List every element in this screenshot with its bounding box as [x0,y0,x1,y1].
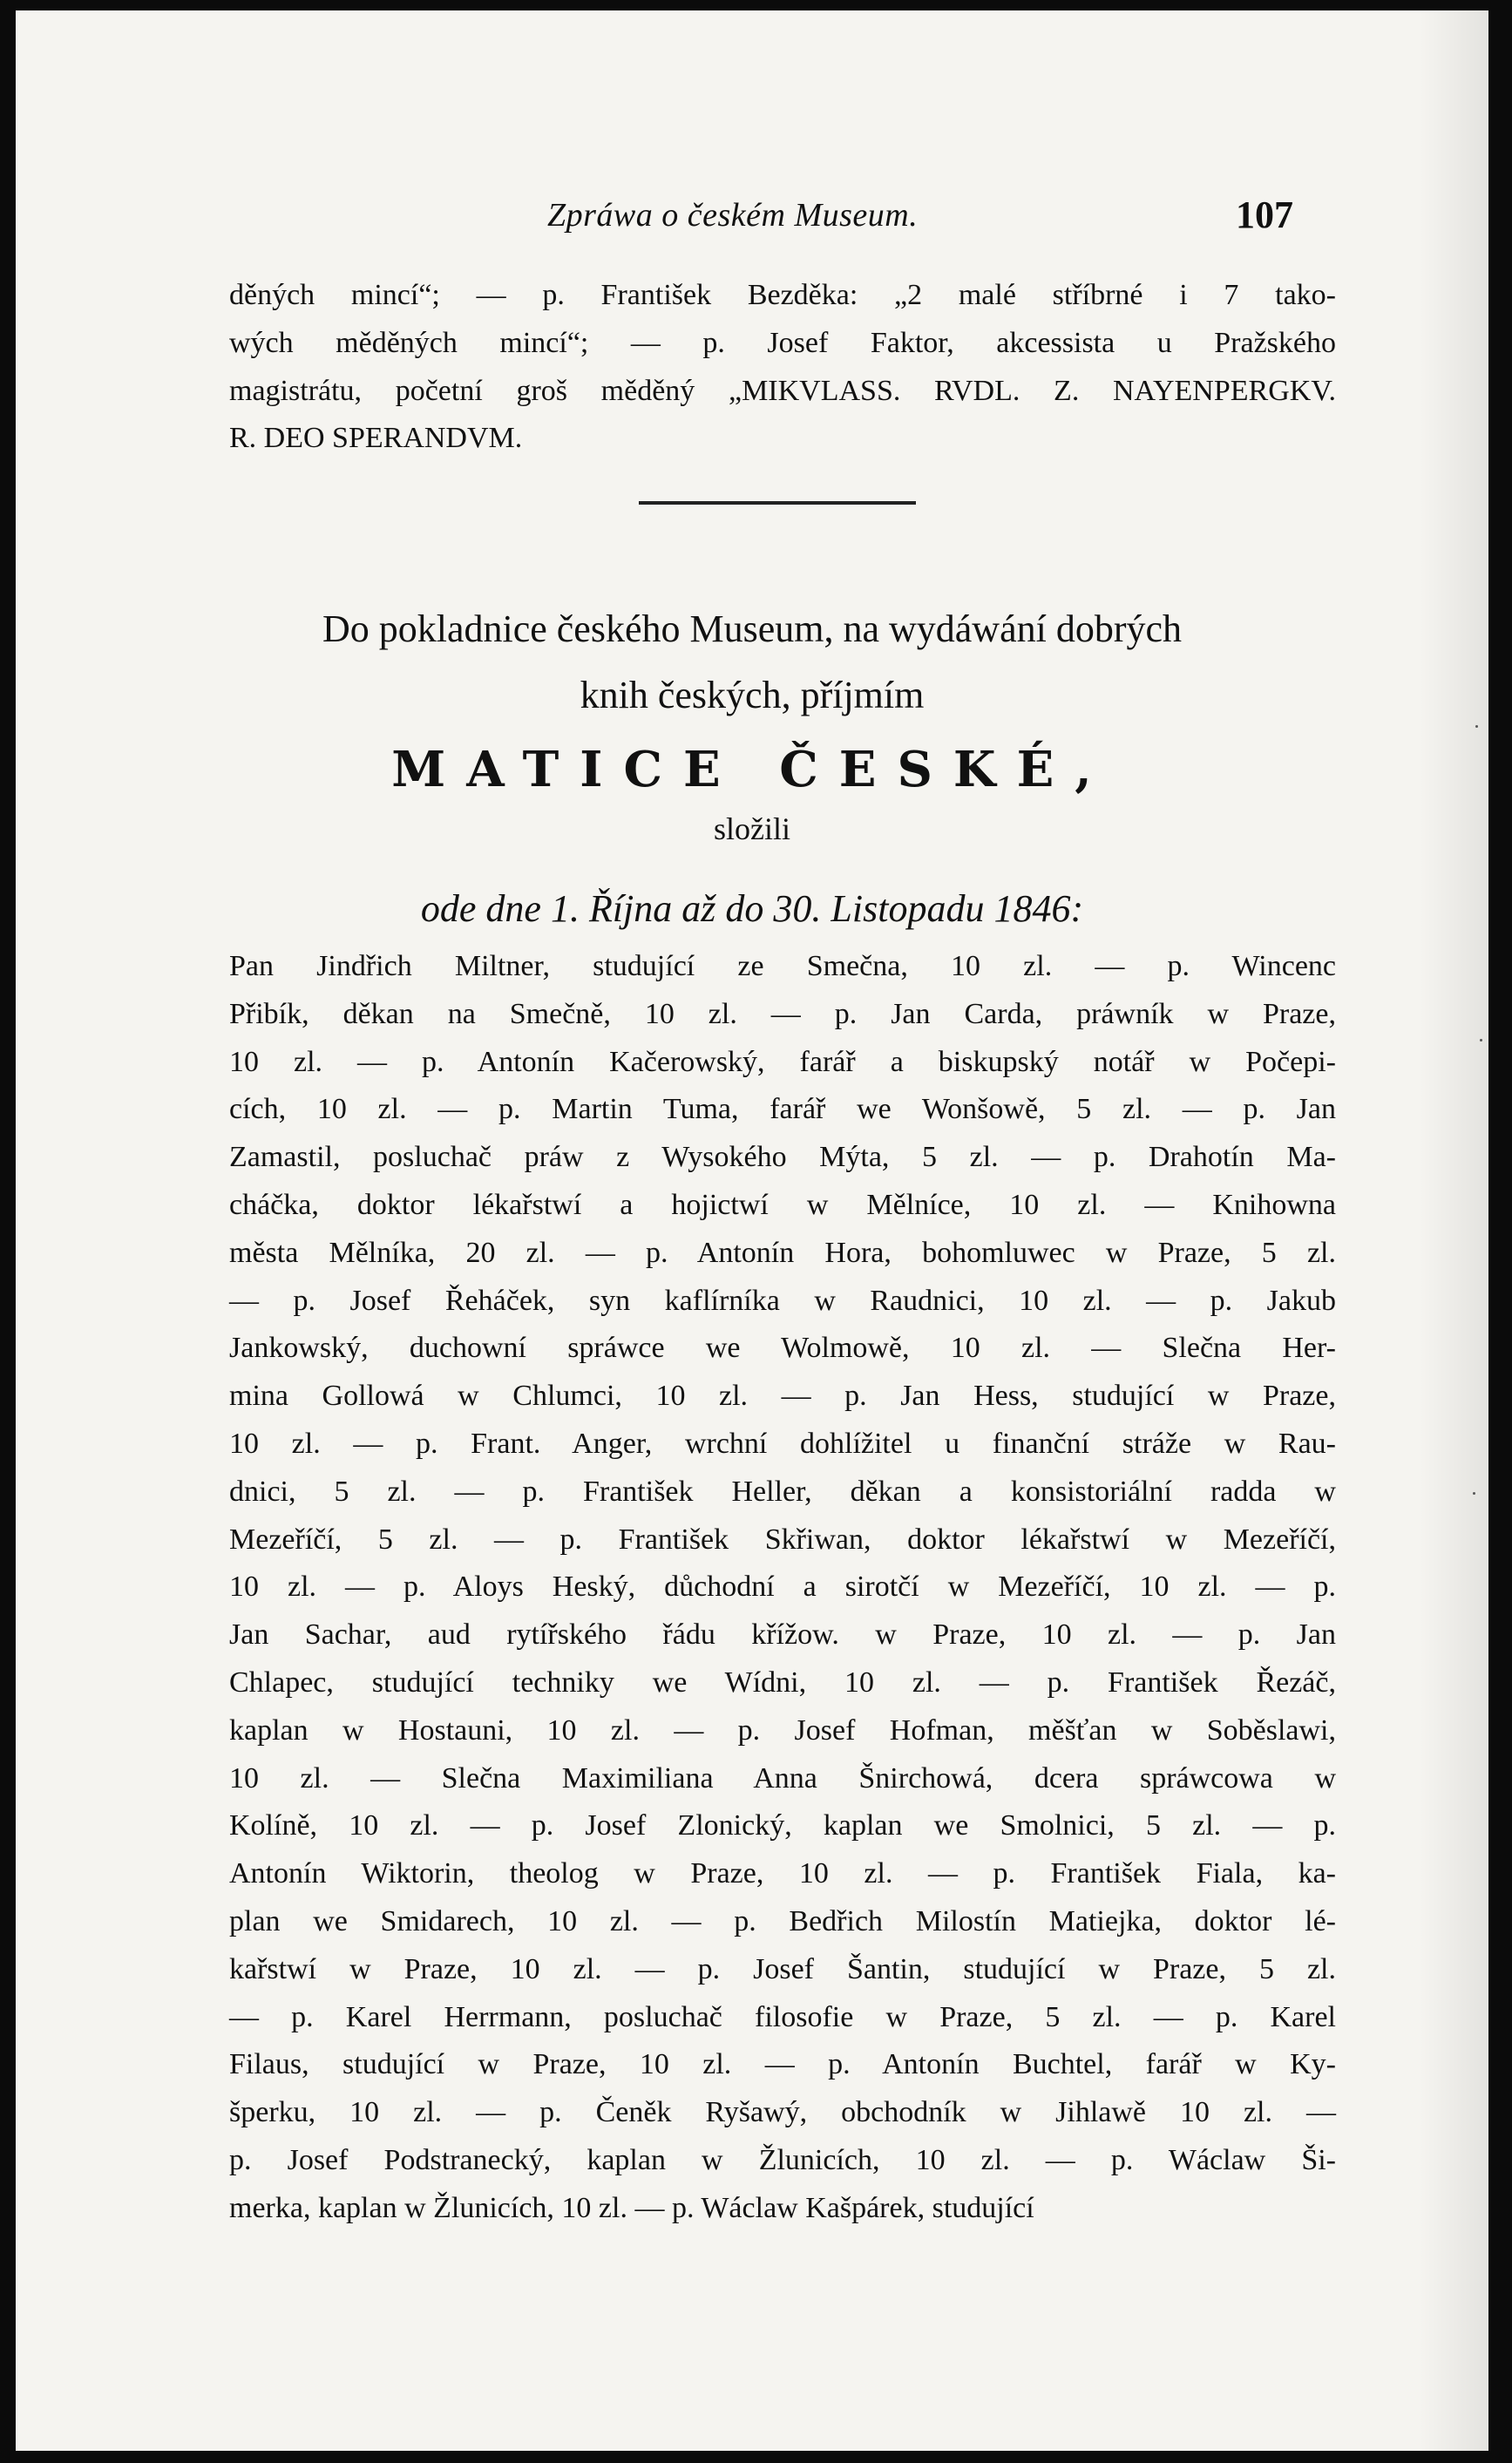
book-page [16,10,1488,2451]
heading-line-4: složili [714,811,790,846]
paper-speck [1473,1492,1475,1495]
text-line: — p. Josef Řeháček, syn kaflírníka w Raudnici, 10 zl. — p. Jakub [229,1284,1336,1317]
page-edge-shadow [1419,10,1488,2451]
text-line: 10 zl. — Slečna Maximiliana Anna Šnirchowá, dcera spráwcowa w [229,1761,1336,1795]
text-line: cháčka, doktor lékařstwí a hojictwí w Mělníce, 10 zl. — Knihowna [229,1188,1336,1221]
text-line: wých měděných mincí“; — p. Josef Faktor, akcessista u Pražského [229,326,1336,359]
heading-date-range: ode dne 1. Října až do 30. Listopadu 1846: [420,887,1084,930]
text-line: kařstwí w Praze, 10 zl. — p. Josef Šantin, studující w Praze, 5 zl. [229,1952,1336,1985]
text-line: Antonín Wiktorin, theolog w Praze, 10 zl. — p. František Fiala, ka- [229,1857,1336,1890]
text-line: Přibík, děkan na Smečně, 10 zl. — p. Jan Carda, práwník w Praze, [229,997,1336,1030]
text-line: Kolíně, 10 zl. — p. Josef Zlonický, kaplan we Smolnici, 5 zl. — p. [229,1809,1336,1842]
text-line: mina Gollowá w Chlumci, 10 zl. — p. Jan Hess, studující w Praze, [229,1380,1336,1413]
donor-list-paragraph [229,943,1336,2233]
text-line: plan we Smidarech, 10 zl. — p. Bedřich Milostín Matiejka, doktor lé- [229,1904,1336,1937]
heading-matice-ceske: MATICE ČESKÉ, [391,741,1113,798]
text-line: dnici, 5 zl. — p. František Heller, děkan a konsistoriální radda w [229,1475,1336,1508]
text-line: Mezeříčí, 5 zl. — p. František Skřiwan, doktor lékařstwí w Mezeříčí, [229,1523,1336,1556]
text-line: p. Josef Podstranecký, kaplan w Žlunicích, 10 zl. — p. Wáclaw Ši- [229,2143,1336,2176]
text-line: — p. Karel Herrmann, posluchač filosofie w Praze, 5 zl. — p. Karel [229,2000,1336,2033]
text-line: 10 zl. — p. Antonín Kačerowský, farář a biskupský notář w Počepi- [229,1045,1336,1078]
page-number: 107 [1236,193,1293,236]
text-line: Jan Sachar, aud rytířského řádu křížow. w Praze, 10 zl. — p. Jan [229,1618,1336,1652]
intro-paragraph [229,272,1336,463]
text-line: merka, kaplan w Žlunicích, 10 zl. — p. Wáclaw Kašpárek, studující [229,2191,1034,2224]
text-line: 10 zl. — p. Frant. Anger, wrchní dohlížitel u finanční stráže w Rau- [229,1427,1336,1460]
running-head: Zpráwa o českém Museum. [547,197,919,234]
text-line: R. DEO SPERANDVM. [229,422,523,455]
text-line: Pan Jindřich Miltner, studující ze Smečna, 10 zl. — p. Wincenc [229,950,1336,982]
paper-speck [1475,725,1478,728]
heading-line-2: knih českých, příjmím [580,674,925,716]
text-line: cích, 10 zl. — p. Martin Tuma, farář we Wonšowě, 5 zl. — p. Jan [229,1093,1336,1126]
text-line: šperku, 10 zl. — p. Čeněk Ryšawý, obchodník w Jihlawě 10 zl. — [229,2096,1336,2129]
paper-speck [1480,1039,1482,1042]
text-line: magistrátu, početní groš měděný „MIKVLASS. RVDL. Z. NAYENPERGKV. [229,374,1336,407]
text-line: kaplan w Hostauni, 10 zl. — p. Josef Hofman, měšťan w Soběslawi, [229,1713,1336,1747]
text-line: děných mincí“; — p. František Bezděka: „2 malé stříbrné i 7 tako- [229,279,1336,311]
text-line: Zamastil, posluchač práw z Wysokého Mýta, 5 zl. — p. Drahotín Ma- [229,1141,1336,1174]
text-line: Chlapec, studující techniky we Wídni, 10 zl. — p. František Řezáč, [229,1666,1336,1699]
text-line: města Mělníka, 20 zl. — p. Antonín Hora, bohomluwec w Praze, 5 zl. [229,1236,1336,1269]
text-line: Filaus, studující w Praze, 10 zl. — p. Antonín Buchtel, farář w Ky- [229,2048,1336,2081]
heading-line-1: Do pokladnice českého Museum, na wydáwání dobrých [322,607,1183,650]
section-divider-rule [639,501,916,505]
text-line: Jankowský, duchowní spráwce we Wolmowě, 10 zl. — Slečna Her- [229,1332,1336,1365]
text-line: 10 zl. — p. Aloys Heský, důchodní a sirotčí w Mezeříčí, 10 zl. — p. [229,1571,1336,1604]
